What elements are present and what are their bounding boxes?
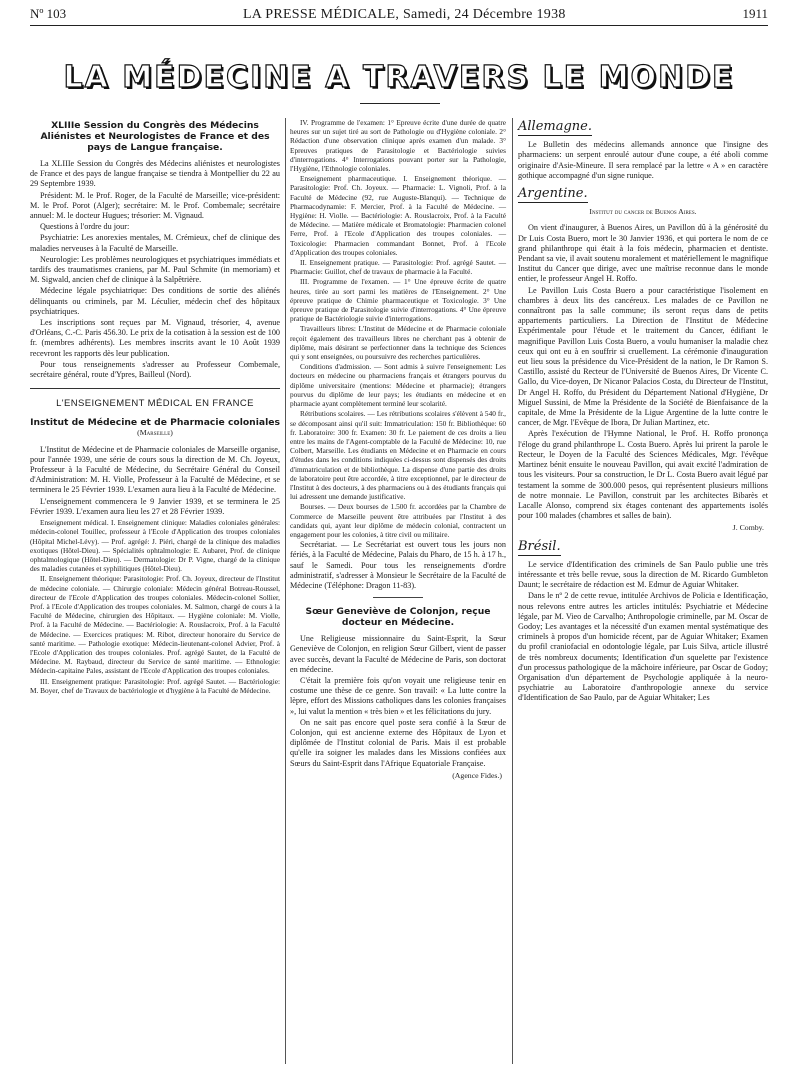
section-rule xyxy=(30,388,280,389)
paragraph: III. Enseignement pratique: Parasitologie: Prof. agrégé Sautet. — Bactériologie: M. Boyer, chef de Travaux de bactériologie et d'hygiène à la Faculté de Médecine. xyxy=(30,676,280,695)
column-divider xyxy=(512,118,513,1064)
column-divider xyxy=(285,118,286,1064)
section-banner: LA MÉDECINE A TRAVERS LE MONDE xyxy=(63,60,735,95)
paragraph: Le service d'Identification des criminels de San Paulo publie une très intéressante et très belle revue, sous la direction de M. Ricardo Gumbleton Daunt; le secrétaire de rédaction est M. Edmur de Aguiar Whitaker. xyxy=(518,559,768,590)
paragraph: Travailleurs libres: L'Institut de Médecine et de Pharmacie coloniale reçoit également des travailleurs libres ne cherchant pas à obtenir de diplôme, mais désirant se perfectionner dans la technique des Sciences qui y sont enseignées, ou poursuivre des recherches particulières. xyxy=(290,324,506,362)
column-1 xyxy=(30,118,280,696)
paragraph: On ne sait pas encore quel poste sera confié à la Sœur de Colonjon, qui est ancienne externe des Hôpitaux de Lyon et diplômée de l'Institut colonial de Paris. Mais il est probable qu'elle ira soigner les malades dans les Missions confiées aux Sœurs du Saint-Esprit dans l'Afrique Equatoriale Française. xyxy=(290,717,506,768)
paragraph: Les inscriptions sont reçues par M. Vignaud, trésorier, 4, avenue d'Orléans, C.-C. Paris 456.30. Le prix de la cotisation à la session est de 100 fr. (membres adhérents). Les membres inscrits avant le 10 Août 1939 recevront les rapports dès leur publication. xyxy=(30,318,281,358)
paragraph: La XLIIIe Session du Congrès des Médecins aliénistes et neurologistes de France et des pays de langue française se tiendra à Montpellier du 22 au 29 Septembre 1939. xyxy=(30,159,280,189)
paragraph: Conditions d'admission. — Sont admis à suivre l'enseignement: Les docteurs en médecine ou pharmaciens français et étrangers pourvus du diplôme universitaire (mentions: Médecine et pharmacie); étrangers pourvus du diplôme de leur pays; les étudiants en médecine et en pharmacie ayant complètement terminé leur scolarité. xyxy=(290,362,506,409)
journal-name: LA PRESSE MÉDICALE, xyxy=(242,7,400,22)
article-subtitle: Institut du cancer de Buenos Aires. xyxy=(589,207,697,217)
paragraph: Président: M. le Prof. Roger, de la Faculté de Marseille; vice-président: M. le Prof. Porot (Alger); secrétaire: M. le Prof. Combemale; secrétaire annuel: M. le docteur Hugues; trésorier: M. Vignaud. xyxy=(30,190,280,221)
small-print xyxy=(290,118,506,539)
article-signature: J. Comby. xyxy=(732,523,764,533)
article-separator xyxy=(373,597,423,598)
paragraph: Secrétariat. — Le Secrétariat est ouvert tous les jours non fériés, à la Faculté de Médecine, Palais du Pharo, de 15 h. à 17 h., sauf le Samedi. Pour tous les renseignements d'ordre administratif, s'adresser à Monsieur le Secrétaire de la Faculté de Médecine (Téléphone: Dragon 11-83). xyxy=(290,540,506,590)
page-number: 1911 xyxy=(742,6,768,21)
paragraph: II. Enseignement pratique. — Parasitologie: Prof. agrégé Sautet. — Pharmacie: Guillot, chef de travaux de pharmacie à la Faculté. xyxy=(290,258,506,277)
paragraph: Une Religieuse missionnaire du Saint-Esprit, la Sœur Geneviève de Colonjon, en religion Sœur Gilbert, vient de passer avec succès, devant la Faculté de Médecine de Paris, son doctorat en médecine. xyxy=(290,634,506,674)
article-source: (Agence Fides.) xyxy=(452,770,502,780)
column-2 xyxy=(290,118,506,789)
paragraph: Questions à l'ordre du jour: xyxy=(40,222,130,232)
article-subtitle: (Marseille) xyxy=(137,428,173,438)
article-title-institut: Institut de Médecine et de Pharmacie coloniales xyxy=(30,417,280,429)
running-head xyxy=(30,6,768,26)
header-rule xyxy=(30,25,768,26)
paragraph: Le Bulletin des médecins allemands annonce que l'insigne des pharmaciens: un serpent enroulé autour d'une coupe, a été aboli comme originaire d'Asie-Mineure. Il sera remplacé par la lettre « A » en caractère gothique accompagné d'un signe runique. xyxy=(518,140,768,180)
paragraph: Bourses. — Deux bourses de 1.500 fr. accordées par la Chambre de Commerce de Marseille peuvent être attribuées par l'Institut à des candidats qui, ayant leur diplôme de médecin colonial, contractent un engagement pour les colonies, à titre civil ou militaire. xyxy=(290,502,506,539)
paragraph: Le Pavillon Luis Costa Buero a pour caractéristique l'isolement en chambres à deux lits des cancéreux. Les malades de ce Pavillon ne connaîtront pas la salle commune; ils seront reçus dans de petits appartements particuliers. La Direction de l'Institut de Médecine Expérimentale pour l'étude et le traitement du Cancer, édifiant le magnifique Pavillon Luis Costa Buero, a voulu humaniser la maladie chez ceux qui ont eu à en souffrir si cruellement. La cérémonie d'inauguration eut lieu sous la présidence du Vice-Président de la nation, le Dr Ramon S. Castillo, assisté du Recteur de l'Université de Buenos Aires, Dr Vicente C. Gallo, du Vice-doyen, Dr Nicanor Palacios Costa, du Directeur de l'Institut, Dr Angel H. Roffo, du Président du Département National d'Hygiène, Dr Miguel Sussini, de Mme la Présidente de la Société de Bienfaisance de la capitale, de Mme la Présidente de la Ligue Argentine de la lutte contre le cancer, de Mgr. l'Evêque de Ibora, Dr Julian Martinez, etc. xyxy=(518,285,768,428)
paragraph: II. Enseignement théorique: Parasitologie: Prof. Ch. Joyeux, directeur de l'Institut de médecine coloniale. — Chirurgie coloniale: Médecin général Botreau-Roussel, directeur de l'Ecole d'Application des troupes coloniales. Médecin-colonel Sollier, Prof. à l'Ecole d'Application des troupes coloniales. M. Salmon, chargé de cours à la Faculté de Médecine, chirurgien des Hôpitaux. — Hygiène coloniale: M. Violle, Prof. à la Faculté de Médecine. — Bactériologie: A. Rouslacroix, Prof. à la Faculté de Médecine. — Exercices pratiques: M. Ribot, directeur honoraire du Service de santé maritime. — Pathologie exotique: Médecin-lieutenant-colonel Advier, Prof. à l'Ecole d'Application des troupes coloniales. Prof. agrégé Sautet, de la Faculté de Médecine. M. Raybaud, directeur du Service de santé maritime. — Ethnologie: Médecin-capitaine Pales, assistant de l'Ecole d'Application des troupes coloniales. xyxy=(30,574,280,676)
country-heading-bresil: Brésil. xyxy=(518,538,561,554)
section-heading-enseignement: L'ENSEIGNEMENT MÉDICAL EN FRANCE xyxy=(56,398,254,410)
paragraph: On vient d'inaugurer, à Buenos Aires, un Pavillon dû à la générosité du Dr Luis Costa Buero, mort le 30 Janvier 1936, et qui portera le nom de ce grand philanthrope qui était à la fois médecin, pharmacien et dentiste. Pendant sa vie, il avait soutenu moralement et matériellement le magnifique Institut du Cancer que dirige, avec une maîtrise reconnue dans le monde entier, le professeur Angel H. Roffo. xyxy=(518,223,768,284)
paragraph: Psychiatrie: Les anorexies mentales, M. Crémieux, chef de clinique des maladies nerveuses à la Faculté de Marseille. xyxy=(30,233,280,253)
paragraph: IV. Programme de l'examen: 1° Epreuve écrite d'une durée de quatre heures sur un sujet tiré au sort de Pathologie ou d'Hygiène coloniale. 2° Rédaction d'une observation clinique après examen d'un malade. 3° Epreuves pratiques de Parasitologie et Bactériologie suivies d'interrogations. 4° Interrogations pouvant porter sur la Pathologie, l'Hygiène, l'Ethnologie coloniales. xyxy=(290,118,506,174)
paragraph: Après l'exécution de l'Hymne National, le Prof. H. Roffo prononça l'éloge du grand philanthrope L. Costa Buero. Après lui prirent la parole le Recteur, le Doyen de la Faculté des Sciences Médicales, Mgr. l'évêque Martinez bénit ensuite le nouveau Pavillon, qui avait excité l'admiration de tous les visiteurs. Pour sa construction, le Dr L. Costa Buero avait légué par testament la somme de 300.000 pesos, qui représentent plusieurs millions de notre monnaie. Le Pavillon, construit par les architectes Bibarès et Lacalle Alonso, comprend six étages contenant des appartements isolés pour 100 malades (chambres et salles de bain). xyxy=(518,429,768,521)
paragraph: L'enseignement commencera le 9 Janvier 1939, et se terminera le 25 Février 1939. L'examen aura lieu les 27 et 28 Février 1939. xyxy=(30,496,280,516)
paragraph: Enseignement pharmaceutique. I. Enseignement théorique. — Parasitologie: Prof. Ch. Joyeux. — Pharmacie: L. Vignoli, Prof. à la Faculté de Médecine (92, rue Auguste-Blanqui). — Technique de Pharmacodynamie: F. Mercier, Prof. à la Faculté de Médecine. — Hygiène: H. Violle. — Bactériologie: A. Rouslacroix, Prof. à la Faculté de Médecine. — Matière médicale et Bromatologie: Pharmacien colonel Ferre, Prof. à l'Ecole d'Application des troupes coloniales. — Toxicologie: Pharmacien commandant Bonnet, Prof. à l'Ecole d'Application des troupes coloniales. xyxy=(290,174,506,257)
article-title-congres: XLIIIe Session du Congrès des Médecins Aliénistes et Neurologistes de France et des pays de Langue française. xyxy=(40,120,270,153)
paragraph: L'Institut de Médecine et de Pharmacie coloniales de Marseille organise, pour l'année 1939, une série de cours sous la direction de M. Ch. Joyeux, Professeur à la Faculté de Médecine, du Secrétaire Général du Conseil d'Administration: M. H. Violle, Professeur à la Faculté de Médecine, et se terminera le 25 Février 1939. L'examen aura lieu à la Faculté de Médecine. xyxy=(30,444,280,495)
journal-masthead xyxy=(243,7,566,23)
issue-date: Samedi, 24 Décembre 1938 xyxy=(402,7,566,22)
small-print xyxy=(30,518,280,695)
paragraph: Dans le nº 2 de cette revue, intitulée Archivos de Policia e Identificação, nous relevons entre autres les articles intitulés: Psychiatrie et Médecine légale, par M. Vieo de Carvalho; Anthropologie criminelle, par M. Oscar de Godoy; Les avantages et la nécessité d'un examen mental systématique des criminels à propos d'un homicide récent, par de Aguiar Whitaker; Examen du profil craniofacial en odontologie légale, par Luis Silva, article illustré de très nombreux documents; Identification d'un squelette par l'existence d'un processus pathologique de la mâchoire inférieure, par Oscar de Godoy; Organisation d'un département de Psychologie appliquée à la neuro-psychiatrie au Laboratoire d'anthropologie annexe du service d'Identification de Sao Paulo, par de Aguiar Whitaker; Les xyxy=(518,591,768,703)
paragraph: Rétributions scolaires. — Les rétributions scolaires s'élèvent à 540 fr., se décomposant ainsi qu'il suit: Immatriculation: 150 fr. Bibliothèque: 60 fr. Laboratoire: 300 fr. Examen: 30 fr. Le paiement de ces droits a lieu entre les mains de l'Agent-comptable de la Faculté de Médecine: 10, rue Colbert, Marseille. Les étudiants en Médecine et en Pharmacie en cours d'études dans les conditions indiquées ci-dessus sont dispensés des droits d'immatriculation et de bibliothèque. La dispense d'une partie des droits de laboratoire peut être accordée, à titre exceptionnel, par le directeur de l'Institut à des docteurs, à des pharmaciens ou à des étudiants français qui lui adressent une demande justificative. xyxy=(290,409,506,502)
country-heading-argentine: Argentine. xyxy=(518,186,588,202)
paragraph: Médecine légale psychiatrique: Des conditions de sortie des aliénés délinquants ou criminels, par M. Léculier, médecin chef des hôpitaux psychiatriques. xyxy=(30,286,280,316)
article-title-colonjon: Sœur Geneviève de Colonjon, reçue docteur en Médecine. xyxy=(305,606,491,629)
column-3 xyxy=(518,118,768,705)
issue-number: Nº 103 xyxy=(30,6,67,21)
paragraph: Enseignement médical. I. Enseignement clinique: Maladies coloniales générales: médecin-colonel Touillec, professeur à l'Ecole d'Application des troupes coloniales (Hôpital Michel-Lévy). — Prof. agrégé: J. Piéri, chargé de la clinique des maladies exotiques (Hôtel-Dieu). — Spécialités ophtalmologie: E. Aubaret, Prof. de clinique ophtalmologique (Hôtel-Dieu). — Dermatologie: Dr P. Vigne, chargé de la clinique des maladies cutanées et syphilitiques (Hôtel-Dieu). xyxy=(30,518,280,574)
banner-rule xyxy=(360,103,440,104)
paragraph: Neurologie: Les problèmes neurologiques et psychiatriques immédiats et tardifs des traumatismes craniens, par M. Paul Schmite (in memoriam) et M. Sigwald, ancien chef de clinique à la Salpêtrière. xyxy=(30,254,280,285)
country-heading-allemagne: Allemagne. xyxy=(518,119,592,134)
paragraph: C'était la première fois qu'on voyait une religieuse tenir en costume une thèse de ce genre. Son travail: « La lutte contre la lèpre, effort des Missions catholiques dans les colonies françaises », lui valut la mention « très bien » et les félicitations du jury. xyxy=(290,675,506,716)
paragraph: III. Programme de l'examen. — 1° Une épreuve écrite de quatre heures, tirée au sort parmi les matières de l'Enseignement. 2° Une épreuve pratique de Chimie pharmaceutique et Toxicologie. 3° Une épreuve pratique de Parasitologie suivie d'interrogations. 4° Une épreuve pratique de Bactériologie suivie d'interrogations. xyxy=(290,277,506,324)
paragraph: Pour tous renseignements s'adresser au Professeur Combemale, secrétaire général, route d'Ypres, Bailleul (Nord). xyxy=(30,359,280,380)
